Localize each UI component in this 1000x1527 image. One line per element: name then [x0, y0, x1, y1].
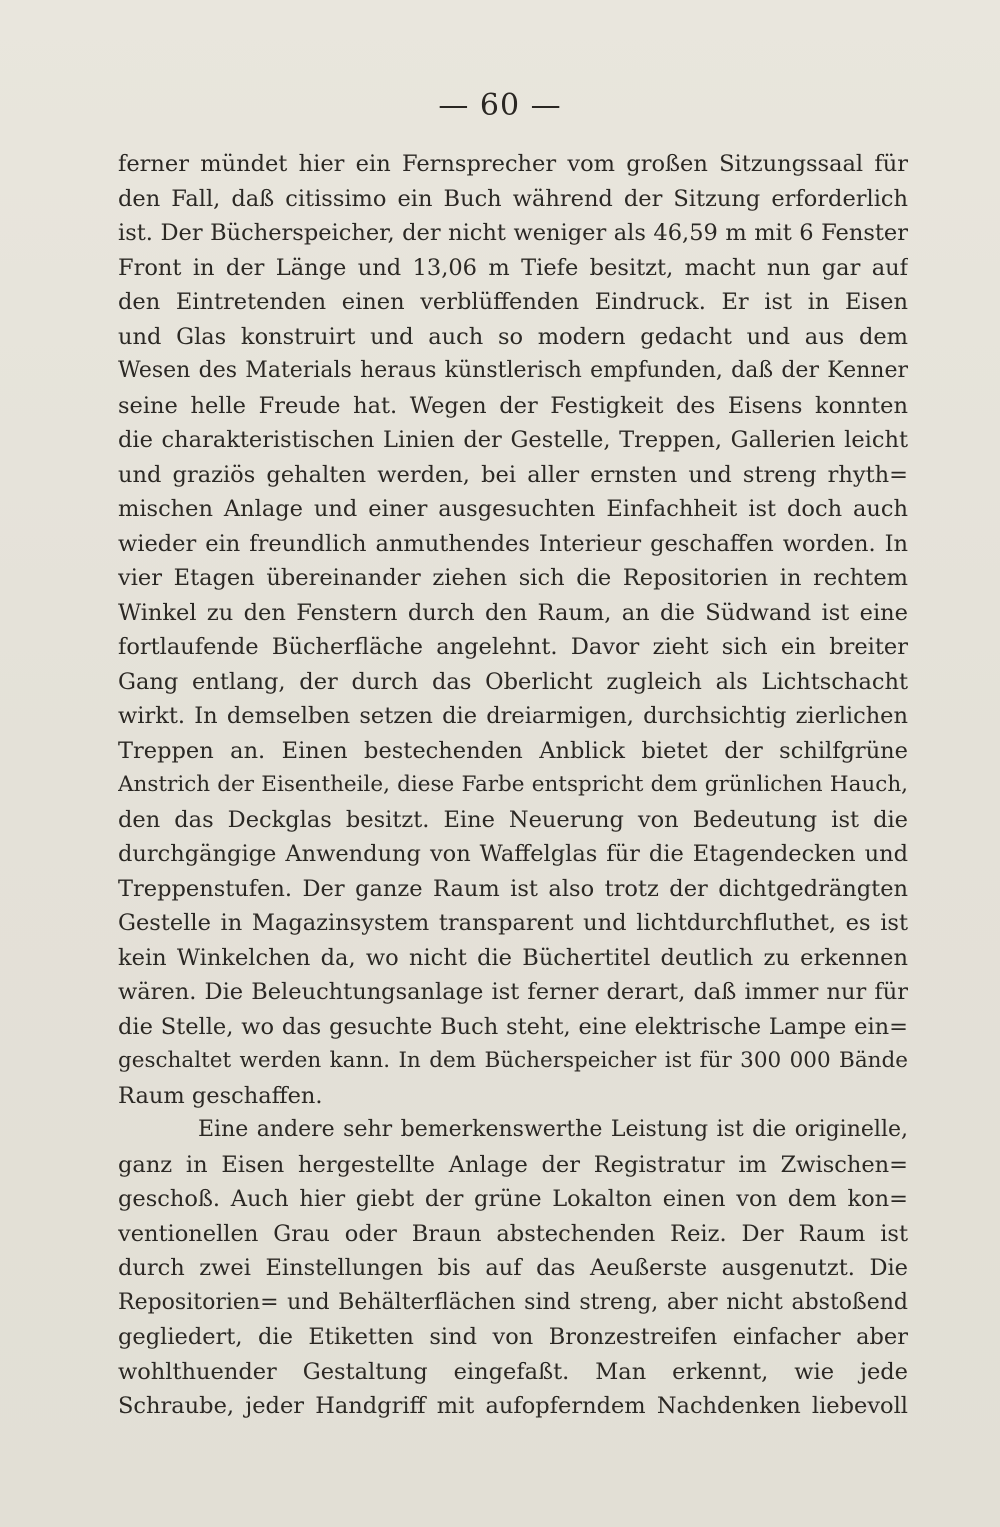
text-line: wieder ein freundlich anmuthendes Interieur geschaffen worden. In	[118, 530, 908, 557]
text-line: Front in der Länge und 13,06 m Tiefe besitzt, macht nun gar auf	[118, 254, 908, 281]
text-line: durchgängige Anwendung von Waffelglas für die Etagendecken und	[118, 841, 908, 867]
text-line: Wesen des Materials heraus künstlerisch empfunden, daß der Kenner	[118, 358, 908, 383]
text-line: Repositorien= und Behälterflächen sind streng, aber nicht abstoßend	[118, 1289, 908, 1315]
text-line: Schraube, jeder Handgriff mit aufopferndem Nachdenken liebevoll	[118, 1393, 908, 1419]
text-line: fortlaufende Bücherfläche angelehnt. Davor zieht sich ein breiter	[118, 634, 908, 660]
text-line: seine helle Freude hat. Wegen der Festigkeit des Eisens konnten	[118, 392, 908, 419]
text-line: Anstrich der Eisentheile, diese Farbe entspricht dem grünlichen Hauch,	[118, 772, 908, 797]
paragraph	[118, 1113, 908, 1424]
text-line: den Fall, daß citissimo ein Buch während der Sitzung erforderlich	[118, 185, 908, 212]
body-text	[118, 147, 908, 1424]
text-line: den Eintretenden einen verblüffenden Eindruck. Er ist in Eisen	[118, 289, 908, 315]
text-line: geschaltet werden kann. In dem Bücherspeicher ist für 300 000 Bände	[118, 1048, 908, 1073]
text-line: Treppen an. Einen bestechenden Anblick bietet der schilfgrüne	[118, 737, 908, 764]
text-line: ganz in Eisen hergestellte Anlage der Registratur im Zwischen=	[118, 1151, 908, 1178]
text-line: den das Deckglas besitzt. Eine Neuerung von Bedeutung ist die	[118, 806, 908, 833]
text-line: die Stelle, wo das gesuchte Buch steht, eine elektrische Lampe ein=	[118, 1013, 908, 1040]
text-line: wohlthuender Gestaltung eingefaßt. Man erkennt, wie jede	[118, 1358, 908, 1385]
text-line: die charakteristischen Linien der Gestelle, Treppen, Gallerien leicht	[118, 427, 908, 453]
text-line: und Glas konstruirt und auch so modern gedacht und aus dem	[118, 323, 908, 350]
text-line: ventionellen Grau oder Braun abstechenden Reiz. Der Raum ist	[118, 1220, 908, 1247]
text-line: wirkt. In demselben setzen die dreiarmigen, durchsichtig zierlichen	[118, 703, 908, 729]
text-line: Treppenstufen. Der ganze Raum ist also trotz der dichtgedrängten	[118, 875, 908, 902]
text-line: ferner mündet hier ein Fernsprecher vom großen Sitzungssaal für	[118, 151, 908, 177]
text-line: ist. Der Bücherspeicher, der nicht weniger als 46,59 m mit 6 Fenster	[118, 220, 908, 246]
paragraph	[118, 147, 908, 1113]
text-line: kein Winkelchen da, wo nicht die Büchertitel deutlich zu erkennen	[118, 944, 908, 971]
text-line: Eine andere sehr bemerkenswerthe Leistung ist die originelle,	[198, 1117, 908, 1142]
text-line: gegliedert, die Etiketten sind von Bronzestreifen einfacher aber	[118, 1324, 908, 1350]
text-line: wären. Die Beleuchtungsanlage ist ferner derart, daß immer nur für	[118, 979, 908, 1005]
text-line: mischen Anlage und einer ausgesuchten Einfachheit ist doch auch	[118, 496, 908, 522]
text-line: Winkel zu den Fenstern durch den Raum, an die Südwand ist eine	[118, 599, 908, 626]
text-line: und graziös gehalten werden, bei aller ernsten und streng rhyth=	[118, 461, 908, 488]
text-line: Gestelle in Magazinsystem transparent und lichtdurchfluthet, es ist	[118, 910, 908, 936]
text-line: geschoß. Auch hier giebt der grüne Lokalton einen von dem kon=	[118, 1186, 908, 1212]
text-line: Raum geschaffen.	[118, 1082, 323, 1109]
text-line: vier Etagen übereinander ziehen sich die Repositorien in rechtem	[118, 565, 908, 591]
text-line: Gang entlang, der durch das Oberlicht zugleich als Lichtschacht	[118, 668, 908, 695]
page-number: — 60 —	[438, 88, 562, 123]
text-line: durch zwei Einstellungen bis auf das Aeußerste ausgenutzt. Die	[118, 1255, 908, 1281]
